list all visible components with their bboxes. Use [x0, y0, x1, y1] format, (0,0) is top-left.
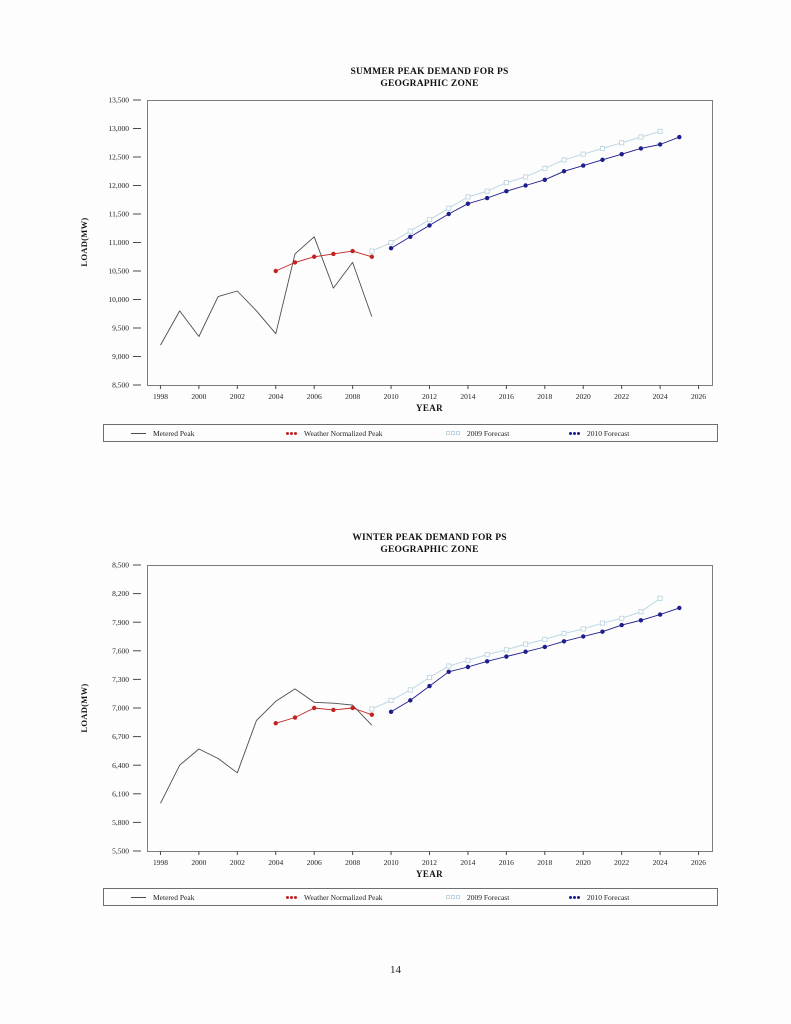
- legend-item-weather-normalized-peak: [286, 889, 383, 905]
- data-point: [447, 670, 451, 674]
- data-point: [658, 129, 662, 133]
- legend-item-2009-forecast: [446, 425, 509, 441]
- y-tick-label: 6,700: [112, 732, 129, 742]
- series-line: [276, 251, 372, 271]
- legend-item-2010-forecast: [569, 425, 629, 441]
- data-point: [658, 142, 662, 146]
- page-number: 14: [390, 964, 401, 976]
- data-point: [389, 246, 393, 250]
- data-point: [639, 135, 643, 139]
- data-point: [523, 183, 527, 187]
- legend-item-2010-forecast: [569, 889, 629, 905]
- data-point: [293, 260, 297, 264]
- data-point: [370, 255, 374, 259]
- data-point: [408, 698, 412, 702]
- data-point: [389, 698, 393, 702]
- x-axis-title: YEAR: [415, 403, 444, 413]
- y-tick-label: 5,800: [112, 818, 129, 827]
- data-point: [523, 642, 527, 646]
- x-tick-label: 2006: [306, 858, 322, 867]
- y-tick-label: 5,500: [112, 846, 129, 856]
- data-point: [600, 621, 604, 625]
- legend-label: 2009 Forecast: [467, 428, 510, 438]
- y-tick-label: 8,500: [112, 380, 129, 390]
- data-point: [543, 166, 547, 170]
- series-2009-forecast: [370, 596, 662, 711]
- data-point: [543, 645, 547, 649]
- data-point: [504, 648, 508, 652]
- data-point: [389, 240, 393, 244]
- chart-title: WINTER PEAK DEMAND FOR PS: [352, 533, 507, 543]
- data-point: [619, 152, 623, 156]
- series-metered-peak: [161, 237, 372, 345]
- data-point: [562, 169, 566, 173]
- data-point: [658, 612, 662, 616]
- data-point: [504, 189, 508, 193]
- data-point: [447, 212, 451, 216]
- plot-border: [148, 566, 713, 852]
- y-tick-label: 10,500: [108, 266, 129, 276]
- series-line: [372, 131, 660, 251]
- data-point: [370, 712, 374, 716]
- data-point: [581, 634, 585, 638]
- data-point: [427, 223, 431, 227]
- legend-label: Metered Peak: [153, 892, 195, 902]
- data-point: [427, 684, 431, 688]
- data-point: [581, 163, 585, 167]
- legend-label: Metered Peak: [153, 428, 195, 438]
- data-point: [408, 688, 412, 692]
- chart-subtitle: GEOGRAPHIC ZONE: [380, 78, 479, 89]
- x-tick-label: 2022: [614, 392, 630, 401]
- y-tick-label: 7,900: [112, 617, 129, 627]
- data-point: [312, 706, 316, 710]
- y-tick-label: 11,500: [108, 209, 129, 219]
- data-point: [331, 252, 335, 256]
- x-tick-label: 2000: [191, 858, 207, 867]
- series-line: [161, 689, 372, 803]
- data-point: [600, 146, 604, 150]
- y-tick-label: 9,000: [112, 352, 129, 362]
- data-point: [639, 618, 643, 622]
- data-point: [408, 235, 412, 239]
- data-point: [620, 141, 624, 145]
- x-tick-label: 2026: [691, 392, 707, 401]
- series-metered-peak: [161, 689, 372, 803]
- chart-title-block: [147, 533, 712, 556]
- data-point: [562, 158, 566, 162]
- series-2010-forecast: [389, 606, 682, 714]
- data-point: [677, 606, 681, 610]
- data-point: [620, 616, 624, 620]
- y-tick-label: 11,000: [108, 238, 129, 248]
- x-tick-label: 2002: [229, 392, 245, 401]
- data-point: [581, 152, 585, 156]
- data-point: [389, 710, 393, 714]
- x-tick-label: 2026: [691, 858, 707, 867]
- x-axis-title: YEAR: [415, 869, 444, 879]
- legend-item-metered-peak: [131, 425, 194, 441]
- data-point: [619, 623, 623, 627]
- y-tick-label: 13,500: [108, 95, 129, 105]
- x-tick-label: 2018: [537, 858, 553, 867]
- x-tick-label: 2022: [614, 858, 630, 867]
- plot-border: [148, 101, 713, 386]
- data-point: [370, 707, 374, 711]
- data-point: [447, 664, 451, 668]
- x-tick-label: 2008: [345, 858, 361, 867]
- data-point: [370, 249, 374, 253]
- data-point: [504, 181, 508, 185]
- x-tick-label: 2000: [191, 392, 207, 401]
- chart-subtitle: GEOGRAPHIC ZONE: [380, 544, 479, 555]
- x-tick-label: 2016: [498, 858, 514, 867]
- data-point: [427, 218, 431, 222]
- 2009-forecast-swatch-icon: [446, 431, 460, 435]
- y-tick-label: 9,500: [112, 323, 129, 333]
- y-axis-title: LOAD(MW): [79, 217, 89, 267]
- y-tick-label: 7,000: [112, 703, 129, 713]
- data-point: [562, 632, 566, 636]
- data-point: [523, 650, 527, 654]
- x-tick-label: 2004: [268, 392, 284, 401]
- y-tick-label: 12,500: [108, 152, 129, 162]
- x-tick-label: 1998: [152, 392, 168, 401]
- legend: [103, 424, 718, 442]
- data-point: [350, 249, 354, 253]
- 2010-forecast-swatch-icon: [569, 432, 580, 435]
- data-point: [466, 195, 470, 199]
- series-line: [391, 137, 679, 248]
- x-tick-label: 2024: [652, 858, 668, 867]
- legend-item-weather-normalized-peak: [286, 425, 383, 441]
- x-tick-label: 2012: [422, 858, 437, 867]
- y-tick-label: 6,100: [112, 789, 129, 799]
- legend-item-metered-peak: [131, 889, 194, 905]
- chart-title-block: [147, 67, 712, 90]
- legend-label: 2010 Forecast: [587, 892, 630, 902]
- 2009-forecast-swatch-icon: [446, 895, 460, 899]
- weather-normalized-peak-swatch-icon: [286, 432, 297, 435]
- data-point: [466, 202, 470, 206]
- x-tick-label: 2002: [229, 858, 245, 867]
- x-tick-label: 2006: [306, 392, 322, 401]
- 2010-forecast-swatch-icon: [569, 896, 580, 899]
- data-point: [274, 721, 278, 725]
- x-tick-label: 2014: [460, 858, 476, 867]
- data-point: [447, 206, 451, 210]
- weather-normalized-peak-swatch-icon: [286, 896, 297, 899]
- series-line: [372, 598, 660, 709]
- x-tick-label: 2010: [383, 858, 399, 867]
- y-tick-label: 7,600: [112, 646, 129, 656]
- data-point: [485, 189, 489, 193]
- data-point: [543, 637, 547, 641]
- series-2010-forecast: [389, 135, 682, 251]
- y-tick-label: 10,000: [108, 295, 129, 305]
- data-point: [639, 610, 643, 614]
- data-point: [350, 706, 354, 710]
- legend: [103, 888, 718, 906]
- x-tick-label: 2018: [537, 392, 553, 401]
- data-point: [466, 658, 470, 662]
- data-point: [600, 630, 604, 634]
- legend-label: Weather Normalized Peak: [304, 428, 383, 438]
- data-point: [466, 665, 470, 669]
- data-point: [581, 627, 585, 631]
- x-tick-label: 2014: [460, 392, 476, 401]
- data-point: [485, 196, 489, 200]
- y-tick-label: 8,500: [112, 560, 129, 570]
- data-point: [504, 654, 508, 658]
- y-tick-label: 12,000: [108, 181, 129, 191]
- data-point: [600, 158, 604, 162]
- y-tick-label: 6,400: [112, 760, 129, 770]
- x-tick-label: 2010: [383, 392, 399, 401]
- legend-label: 2009 Forecast: [467, 892, 510, 902]
- legend-label: Weather Normalized Peak: [304, 892, 383, 902]
- series-weather-normalized-peak: [274, 706, 374, 726]
- legend-label: 2010 Forecast: [587, 428, 630, 438]
- x-tick-label: 1998: [152, 858, 168, 867]
- x-tick-label: 2016: [498, 392, 514, 401]
- x-tick-label: 2004: [268, 858, 284, 867]
- data-point: [485, 653, 489, 657]
- legend-item-2009-forecast: [446, 889, 509, 905]
- metered-peak-swatch-icon: [131, 433, 146, 434]
- data-point: [677, 135, 681, 139]
- series-2009-forecast: [370, 129, 662, 253]
- data-point: [639, 146, 643, 150]
- data-point: [312, 255, 316, 259]
- series-line: [391, 608, 679, 712]
- data-point: [485, 659, 489, 663]
- data-point: [427, 675, 431, 679]
- data-point: [293, 715, 297, 719]
- x-tick-label: 2020: [575, 858, 591, 867]
- series-line: [276, 708, 372, 723]
- data-point: [331, 708, 335, 712]
- series-weather-normalized-peak: [274, 249, 374, 273]
- y-tick-label: 8,200: [112, 589, 129, 599]
- chart-title: SUMMER PEAK DEMAND FOR PS: [350, 67, 509, 77]
- data-point: [408, 229, 412, 233]
- series-line: [161, 237, 372, 345]
- data-point: [658, 596, 662, 600]
- y-axis-title: LOAD(MW): [79, 683, 89, 733]
- data-point: [543, 178, 547, 182]
- x-tick-label: 2024: [652, 392, 668, 401]
- y-tick-label: 13,000: [108, 124, 129, 134]
- y-tick-label: 7,300: [112, 675, 129, 684]
- data-point: [274, 269, 278, 273]
- x-tick-label: 2020: [575, 392, 591, 401]
- data-point: [562, 639, 566, 643]
- data-point: [523, 175, 527, 179]
- x-tick-label: 2008: [345, 392, 361, 401]
- metered-peak-swatch-icon: [131, 897, 146, 898]
- x-tick-label: 2012: [422, 392, 437, 401]
